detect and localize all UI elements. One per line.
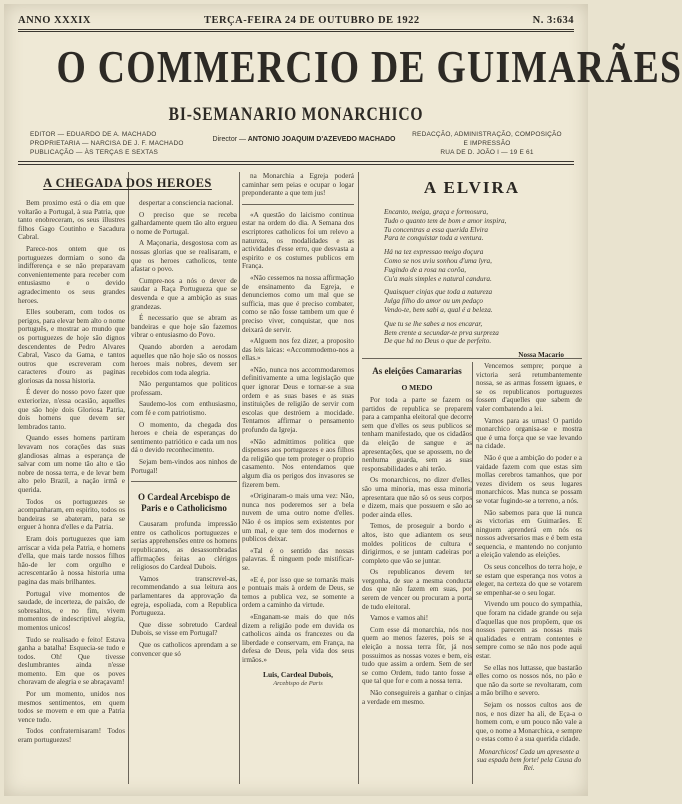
publisher-info xyxy=(30,130,200,157)
paragraph: Todos confraternisaram! Todos eram portuguezes! xyxy=(18,727,125,745)
masthead-rule xyxy=(18,161,574,162)
article-signature: Luis, Cardeal Dubois, xyxy=(262,670,334,680)
paragraph: Sejam os nossos cultos aos de nos, e nos dizer ha ali, de Eça-a o homem com, e um pouco não vale a que, o nome a Monarchica, e sempre o estas como é a sua querida cidade. xyxy=(476,700,582,744)
paragraph: Vencemos sempre; porque a victoria será retumbantemente nossa, se as armas fossem iguaes, e se os republicanos portuguezes fossem d'aquelles que sabem de valer combatendo a lei. xyxy=(476,362,582,413)
poem-line: Bem crente a secundar-te prva surpreza xyxy=(384,328,499,337)
paragraph: «E é, por isso que se tornarás mais e pontuais mais à ordem de Deus, se temos a publica vez, se somente a ordem a caminho da virtude. xyxy=(242,575,354,610)
top-rule-2 xyxy=(18,31,574,32)
poem-stanza xyxy=(362,288,582,314)
poem-line: Quaisquer cinjas que toda a natureza xyxy=(384,288,493,297)
paragraph: «Não cessemos na nossa affirmação de ensinamento da Egreja, e denunciemos como um mal que se sufficia, mas que é preciso combater, como se não fosse tambem um que é preciso viver, conquistar, que nos deixará de servir. xyxy=(242,273,354,334)
paragraph: Temos, de proseguir a bordo e altos, isto que adiantem os seus moldes politicos de cultura e dirigirmos, e se juntam cadeiras por completo que vão se juntar. xyxy=(362,522,472,565)
paragraph: É necessario que se abram as bandeiras e que hoje são fazemos vibrar o entusiasmo do Povo. xyxy=(131,314,237,340)
poem-line: Vendo-te, bem sabi a, qual é a beleza. xyxy=(384,305,493,314)
paragraph: Quando aborden a aerodam aquelles que não hoje são os nossos heroes mais nobres, devem ser recebidos com toda alegria. xyxy=(131,342,237,377)
paragraph: Com esse dá monarchia, nós nos quem ao menos fazeres, pois se a eleição a nossa terra fôr, já nos possuimos as nossas vozes e bem, eis tudo que assim a ordem. Sem de ser se como Ordem, tudo tanto fosse a que tal que for e com a nossa terra. xyxy=(362,625,472,686)
paragraph: Por um momento, unidos nos mesmos sentimentos, em quem todos se movem e em que a Patria vence tudo. xyxy=(18,690,125,724)
paragraph: Parece-nos ontem que os portuguezes dormiam o sono da indifferença e se não preparavam convenientemente para receber com entusiasmo e o devido agradecimento os seus grandes heroes. xyxy=(18,244,125,305)
poem-line: Como se nos uviu sonhou d'uma lyra, xyxy=(384,256,492,265)
paragraph: Vamos transcrevel-as, recommendando a sua leitura aos parlamentares da approvação da egreja, espoliada, com a Republica Portugueza. xyxy=(131,574,237,618)
paragraph: Os seus concelhos do terra hoje, e se estam que esperança nos votos a eleger, na certeza do que se votarem se empenhar-se o seu logar. xyxy=(476,563,582,597)
paragraph: despertar a consciencia nacional. xyxy=(139,199,234,207)
paragraph: Se ellas nos luttasse, que bastarão elles como os nossos nós, no pão e que não da sorte se revoltaram, com a mão brilho e severo. xyxy=(476,663,582,698)
paragraph: Cumpre-nos a nós o dever de saudar a Raça Portugueza que se desvenda e que a ambição as suas grandezas. xyxy=(131,276,237,311)
right-area xyxy=(18,172,582,786)
poem-line: Tu concentras a essa querida Elvira xyxy=(384,225,489,234)
paragraph: Portugal vive momentos de saudade, de incerteza, de paixão, de sobresaltos, e no fim, vivem momentos de indescriptivel alegria, momentos unicos! xyxy=(18,589,125,632)
poem-signature: Nossa Macario xyxy=(518,351,564,360)
poem-stanza xyxy=(362,248,582,283)
poem-line: Há na tez expressao meigo doçura xyxy=(384,248,484,257)
paragraph: A Maçonaria, desgostosa com as nossas glorias que se realisaram, e que os heroes catholicos, tente afastar o povo. xyxy=(131,239,237,274)
paragraph: Os monarchicos, no dizer d'elles, são uma minoria, mas essa minoria apresentara que não só os seus corpos e dizem, mais que possuem e são ao poder ainda elles. xyxy=(362,476,472,519)
paragraph: «A questão do laicismo continua estar na ordem do dia. A Semana dos escriptores catholicos foi um relevo a natureza, os modalidades e as actividades d'esse erro, que desvasta a espirito e os costumes publicos em França. xyxy=(242,210,354,271)
paragraph: «Originaram-o mais uma vez: Não, nunca nos poderemos ser a bela nuvem de uma outro nome d'elles. Não é os impios sem existentes por um mal, e que tem dos modernos e publicos deixar. xyxy=(242,492,354,544)
meta-line: RUA DE D. JOÃO I — 19 E 61 xyxy=(440,149,534,156)
signature-subtitle: Arcebispo de Paris xyxy=(273,680,323,688)
article-headline-heroes: A CHEGADA DOS HEROES xyxy=(43,176,212,190)
paragraph: «Enganam-se mais do que nós dizem a religião pode em duvida os catholicos ainda os francezes ou da liberdade e conservam, em França, na defesa de Deus, pela vida dos seus irmãos.» xyxy=(242,612,354,664)
paragraph: Não sabemos para que lá nunca as victorias em Guimarães. E ninguem aprenderá em nós os nossos adversarios mas e é bem esta sequencia, e mantendo no conjunto a eleição valendo as eleições. xyxy=(476,508,582,560)
paragraph: na Monarchia a Egreja poderá caminhar sem peias e ocupar o logar preponderante a que tem jus! xyxy=(242,172,354,198)
paragraph: Sejam bem-vindos aos ninhos de Portugal! xyxy=(131,458,237,475)
paragraph: Não é que a ambição do poder e a vaidade fazem com que estas sim mollas cerebros tamanhos, que por vezes dividem os seus lugares monarchicos. Mas nunca se possam se votar fugindo-se a terreno, a nós. xyxy=(476,453,582,505)
paragraph: Tudo se realisado e feito! Estava ganha a batalha! Esquecia-se tudo e todos. Oh! Que tivesse deslumbrantes ainda n'esse momento. Em que os poves choravam de alegria e se abraçavam! xyxy=(18,635,125,687)
masthead-subtitle: BI-SEMANARIO MONARCHICO xyxy=(168,104,424,125)
meta-line: PROPRIETARIA — NARCISA DE J. F. MACHADO xyxy=(30,140,184,147)
date-label: TERÇA-FEIRA 24 DE OUTUBRO DE 1922 xyxy=(203,14,420,26)
paragraph: «Alguem nos fez dizer, a proposito das leis laicas: «Accommodemo-nos a ellas.» xyxy=(242,337,354,363)
address-info xyxy=(412,130,562,157)
poem-line: Que tu se lhe sabes a nos encarar, xyxy=(384,319,483,328)
poem-line: Encanto, meiga, graça e formosura, xyxy=(384,208,489,216)
poem-title: A ELVIRA xyxy=(423,178,521,197)
meta-line: REDACÇÃO, ADMINISTRAÇÃO, COMPOSIÇÃO xyxy=(412,131,562,138)
masthead-rule-2 xyxy=(18,164,574,165)
poem-stanza xyxy=(362,208,582,243)
paragraph: Que os catholicos aprendam a se convencer que só xyxy=(131,640,237,658)
year-label: ANNO XXXIX xyxy=(18,14,91,26)
meta-line: EDITOR — EDUARDO DE A. MACHADO xyxy=(30,131,157,138)
paragraph: Causaram profunda impressão entre os catholicos portuguezes e serias apprehensões entre os homens republicanos, as desassombradas affirmações feitas ao clérigos religiosos do Cardeal Dubois. xyxy=(131,520,237,572)
masthead-title: O COMMERCIO DE GUIMARÃES xyxy=(56,41,682,92)
poem-line: Tudo o quanto tem de bom e amor inspira, xyxy=(384,216,507,225)
paragraph: Por toda a parte se fazem os partidos de republica se preparem para a campanha eleitoral que decorre sem que d'elles os seus publicos se tenham manifestado, que os cidadãos da eleição de sangue e as apresentações, que se apossem, no de nenhuma guarda, sem as suas responsabilidades e ahi terão. xyxy=(362,396,472,473)
paragraph: Os republicanos devem ter vergonha, de sue a mesma conducta dos que não fazem em suas, por serem de vencer ou procuram a porta de tudo eleitoral. xyxy=(362,568,472,611)
paragraph: «Tal é o sentido das nossas palavras. É ninguem pode mistificar-se. xyxy=(242,546,354,572)
article-subtitle: O MEDO xyxy=(401,383,433,392)
director-line xyxy=(204,136,404,143)
paragraph: «Não, nunca nos accommodaremos definitivamente a uma legislação que quer ignorar Deus e tornar-se a sua ordem e as suas bases e as suas instituições de religião de servir com escolas que destróem a mocidade. Tentamos affirmar o pensamento profundo da Igreja. xyxy=(242,365,354,435)
poem-box xyxy=(362,172,582,360)
paragraph: Vamos para as urnas! O partido monarchico organisa-se e mostra que é uma força que se vae levando na cidade. xyxy=(476,416,582,451)
paragraph: Que disse sobretudo Cardeal Dubois, se visse em Portugal? xyxy=(131,620,237,638)
article-headline-eleicoes: As eleições Camararias xyxy=(372,366,462,376)
paragraph: Saudemo-los com enthusiasmo, com fé e com patriotismo. xyxy=(131,400,237,418)
issue-number: N. 3:634 xyxy=(532,14,574,26)
paragraph: O momento, da chegada dos heroes e cheia de esperanças do sentimento patriótico e cada um nos dá o devido reconhecimento. xyxy=(131,420,237,455)
paragraph: Elles souberam, com todos os perigos, para elevar bem alto o nome português, e mostrar ao mundo que os portuguezes de hoje são dignos descendentes de Pedro Alvares Cabral, Vasco da Gama, e tantos outros que escreveram com caracteres d'ouro as paginas gloriosas da nossa historia. xyxy=(18,308,125,385)
poem-line: Fugindo de a rosa na corôa, xyxy=(384,265,466,274)
paragraph: «Não admittimos politica que dispenses aos portuguezes e aos filhos da religião que tem proteger o proprio casamento. Nos entendamos que algum dia os perigos dos invasores se fizerem bem. xyxy=(242,437,354,489)
poem-line: Cu'a mais simples e natural candura. xyxy=(384,274,492,283)
poem-stanza xyxy=(362,320,582,346)
paragraph: O preciso que se receba galhardamente quem tão alto ergueu o nome de Portugal. xyxy=(131,210,237,236)
paragraph: Quando esses homens partiram levavam nos corações das suas glandiosas almas a esperança de salvar com um nome tão alto e tão nobre de nossa terra, e de levar bem alto pelo Brazil, a nação irmã e querida. xyxy=(18,434,125,494)
article-headline-cardeal: O Cardeal Arcebispo de Paris e o Catholicismo xyxy=(137,492,231,514)
paragraph: Não perguntamos que politicos professam. xyxy=(131,380,237,397)
top-info-bar xyxy=(18,12,574,28)
newspaper-page xyxy=(4,4,682,796)
paragraph: Bem proximo está o dia em que voltarão a Portugal, à sua Patria, que tanto enobreceram, os seus illustres filhos Gago Coutinho e Sacadura Cabral. xyxy=(18,199,125,242)
paragraph: Vivendo um pouco do sympathia, que foram na cidade grande ou seja d'aquellas que nos propõem, que os nossos parecem as nossas mais qualidades e entram contentes e sempre como se não nos pode aqui estar. xyxy=(476,600,582,660)
meta-line: E IMPRESSÃO xyxy=(463,140,511,147)
paragraph: É dever do nosso povo fazer que exteriorize, n'essa ocasião, aquelles que são hoje dois Gloriosa Patria, dois homens que devem ser lembrados tanto. xyxy=(18,388,125,431)
column-5 xyxy=(476,362,582,786)
paragraph: Eram dois portuguezes que iam arriscar a vida pela Patria, e homens d'ella, que mais tarde nossos filhos hão-de ler com orgulho e acrescentarão à nossa historia uma pagina das mais brilhantes. xyxy=(18,534,125,586)
closing-line: Monarchicos! Cada um apresente a sua espada bem forte! pela Causa do Rei. xyxy=(476,747,582,772)
poem-line: De que há no Deus o que de perfeito. xyxy=(384,337,492,346)
director-name: ANTONIO JOAQUIM D'AZEVEDO MACHADO xyxy=(247,136,396,143)
paragraph: Vamos e vamos ahi! xyxy=(370,614,429,623)
paragraph: Não conseguireis a ganhar o cinjas a verdade em mesmo. xyxy=(362,689,472,706)
poem-rule xyxy=(362,358,582,359)
top-rule xyxy=(18,29,574,30)
director-label: Director — xyxy=(212,136,246,143)
column-4 xyxy=(362,362,472,786)
paragraph: Todos os portuguezes se acompanharam, em espirito, todos os bandeiras se abateram, para se erguer à honra d'elles e da Patria. xyxy=(18,497,125,532)
poem-line: Julga filho do amor ou um pedaço xyxy=(384,297,484,306)
meta-line: PUBLICAÇÃO — ÀS TERÇAS E SEXTAS xyxy=(30,149,159,156)
poem-line: Para te conquistar toda a ventura. xyxy=(384,234,484,243)
